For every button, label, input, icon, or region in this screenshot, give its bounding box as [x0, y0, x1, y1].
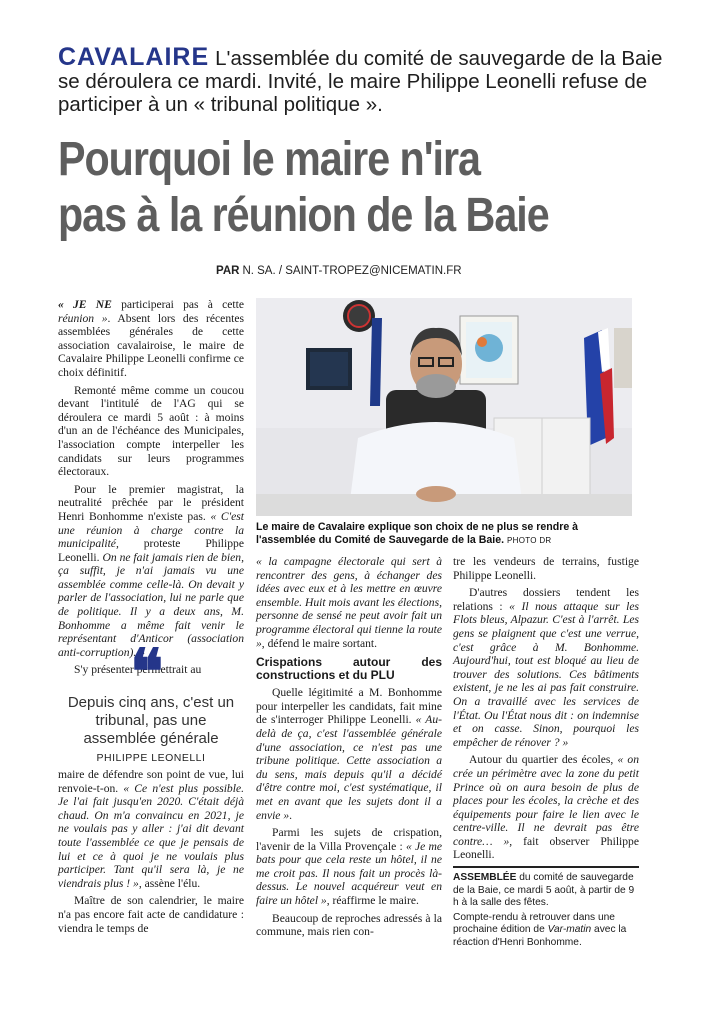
paragraph: D'autres dossiers tendent les relations : « Il nous attaque sur les Flots bleus, Alpazur. C'est à l'arrêt. Les gens se plaignent que c'est une verrue, c'est grâce à M. Bonhomme. Aujourd'hui, tout est bloqué au lieu de trouver des solutions. Ces bâtiments existent, je ne les ai pas fait construire. On a travaillé avec les services de l'État. Ou l'État nous dit : on indemnise et on casse. Sinon, pourquoi les empêcher de rénover ? »: [453, 586, 639, 749]
photo-illustration: [256, 298, 632, 516]
kicker-text: L'assemblée du comité de sauvegarde de la Baie se déroulera ce mardi. Invité, le maire Philippe Leonelli refuse de participer à un « tribunal politique ».: [58, 47, 663, 116]
photo-caption: [256, 521, 632, 547]
headline: [58, 132, 608, 244]
paragraph: Autour du quartier des écoles, « on crée un périmètre avec la zone du petit Prince où on aura besoin de plus de places pour les écoles, la crèche et des équipements pour faire le lien avec le centre-ville. Il ne devrait pas être contre… », fait observer Philippe Leonelli.: [453, 753, 639, 862]
pull-quote-author: PHILIPPE LEONELLI: [96, 752, 206, 764]
paragraph: Beaucoup de reproches adressés à la commune, mais rien con-: [256, 911, 442, 939]
article-column-1-continued: [58, 768, 244, 939]
pull-quote: Depuis cinq ans, c'est un tribunal, pas une assemblée générale: [67, 694, 235, 747]
article-column-2: [256, 555, 442, 943]
paragraph: maire de défendre son point de vue, lui renvoie-t-on. « Ce n'est plus possible. Je l'ai fait jusqu'en 2020. C'était déjà chaud. On m'a convaincu en 2021, je ne voulais pas y aller : j'ai dit devant toute l'assemblée ce que je pensais de lui et ce à quoi je ne voulais plus participer. Tant qu'il sera là, je ne viendrais plus ! », assène l'élu.: [58, 768, 244, 890]
paragraph: Pour le premier magistrat, la neutralité prêchée par le président Henri Bonhomme n'existe pas. « C'est une réunion à charge contre la municipalité, proteste Philippe Leonelli. On ne fait jamais rien de bien, ça suffit, je n'ai jamais vu une assemblée comme celle-là. On devait y parler de l'association, lui ne parle que de politique. Il y a deux ans, M. Bonhomme a même fait venir le représentant d'Anticor (association anti-corruption). »: [58, 482, 244, 659]
paragraph: Parmi les sujets de crispation, l'avenir de la Villa Provençale : « Je me bats pour que cela reste un hôtel, il ne me croit pas. Il nous fait un procès là-dessus. Le nouvel acquéreur veut en faire un hôtel », réaffirme le maire.: [256, 826, 442, 908]
article-column-3: [453, 555, 639, 866]
paragraph: Quelle légitimité a M. Bonhomme pour interpeller les candidats, fait mine de s'interroger Philippe Leonelli. « Au-delà de ça, c'est l'assemblée générale d'une association, ce n'est pas une tribune politique. Cette association a du sens, mais depuis qu'il a décidé d'être contre moi, c'est systématique, il met en avant que les sujets dont il a envie ».: [256, 686, 442, 822]
paragraph: Remonté même comme un coucou devant l'intitulé de l'AG qui se déroulera ce mardi 5 août : à moins d'un an de l'échéance des Municipales, l'association compte interpeller les candidats sur leurs programmes électoraux.: [58, 383, 244, 479]
paragraph: tre les vendeurs de terrains, fustige Philippe Leonelli.: [453, 555, 639, 582]
paragraph: Maître de son calendrier, le maire n'a pas encore fait acte de candidature : viendra le temps de: [58, 894, 244, 935]
paragraph: « JE NE participerai pas à cette réunion ». Absent lors des récentes assemblées générales de cette association cavalairoise, le maire de Cavalaire Philippe Leonelli confirme ce choix définitif.: [58, 298, 245, 379]
paragraph: « la campagne électorale qui sert à rencontrer des gens, à échanger des idées avec eux et à les mettre en œuvre ensemble. Huit mois avant les élections, personne de sensé ne peut avoir fait un programme électoral qui tienne la route », défend le maire sortant.: [256, 555, 442, 650]
article-column-1: [58, 298, 244, 681]
caption-text: Le maire de Cavalaire explique son choix de ne plus se rendre à l'assemblée du Comité de Sauvegarde de la Baie.: [256, 521, 579, 546]
kicker-tag: CAVALAIRE: [58, 43, 210, 71]
byline: [216, 265, 462, 277]
headline-line-1: Pourquoi le maire n'ira: [58, 133, 480, 186]
section-subhead: Crispations autour des constructions et du PLU: [256, 655, 442, 683]
paragraph: S'y présenter permettrait au: [74, 663, 202, 677]
mayor-photo: [256, 298, 632, 516]
byline-prefix: PAR: [216, 265, 240, 277]
info-box-event: ASSEMBLÉE du comité de sauvegarde de la Baie, ce mardi 5 août, à partir de 9 h à la salle des fêtes.: [453, 872, 635, 908]
kicker: [58, 43, 668, 116]
info-box-note: Compte-rendu à retrouver dans une prochaine édition de Var-matin avec la réaction d'Henri Bonhomme.: [453, 911, 627, 948]
photo-credit: PHOTO DR: [507, 536, 552, 545]
info-box: [453, 866, 639, 951]
quote-mark-icon: ❝: [130, 638, 164, 707]
headline-line-2: pas à la réunion de la Baie: [58, 189, 549, 242]
byline-author: N. SA. / SAINT-TROPEZ@NICEMATIN.FR: [242, 265, 462, 277]
